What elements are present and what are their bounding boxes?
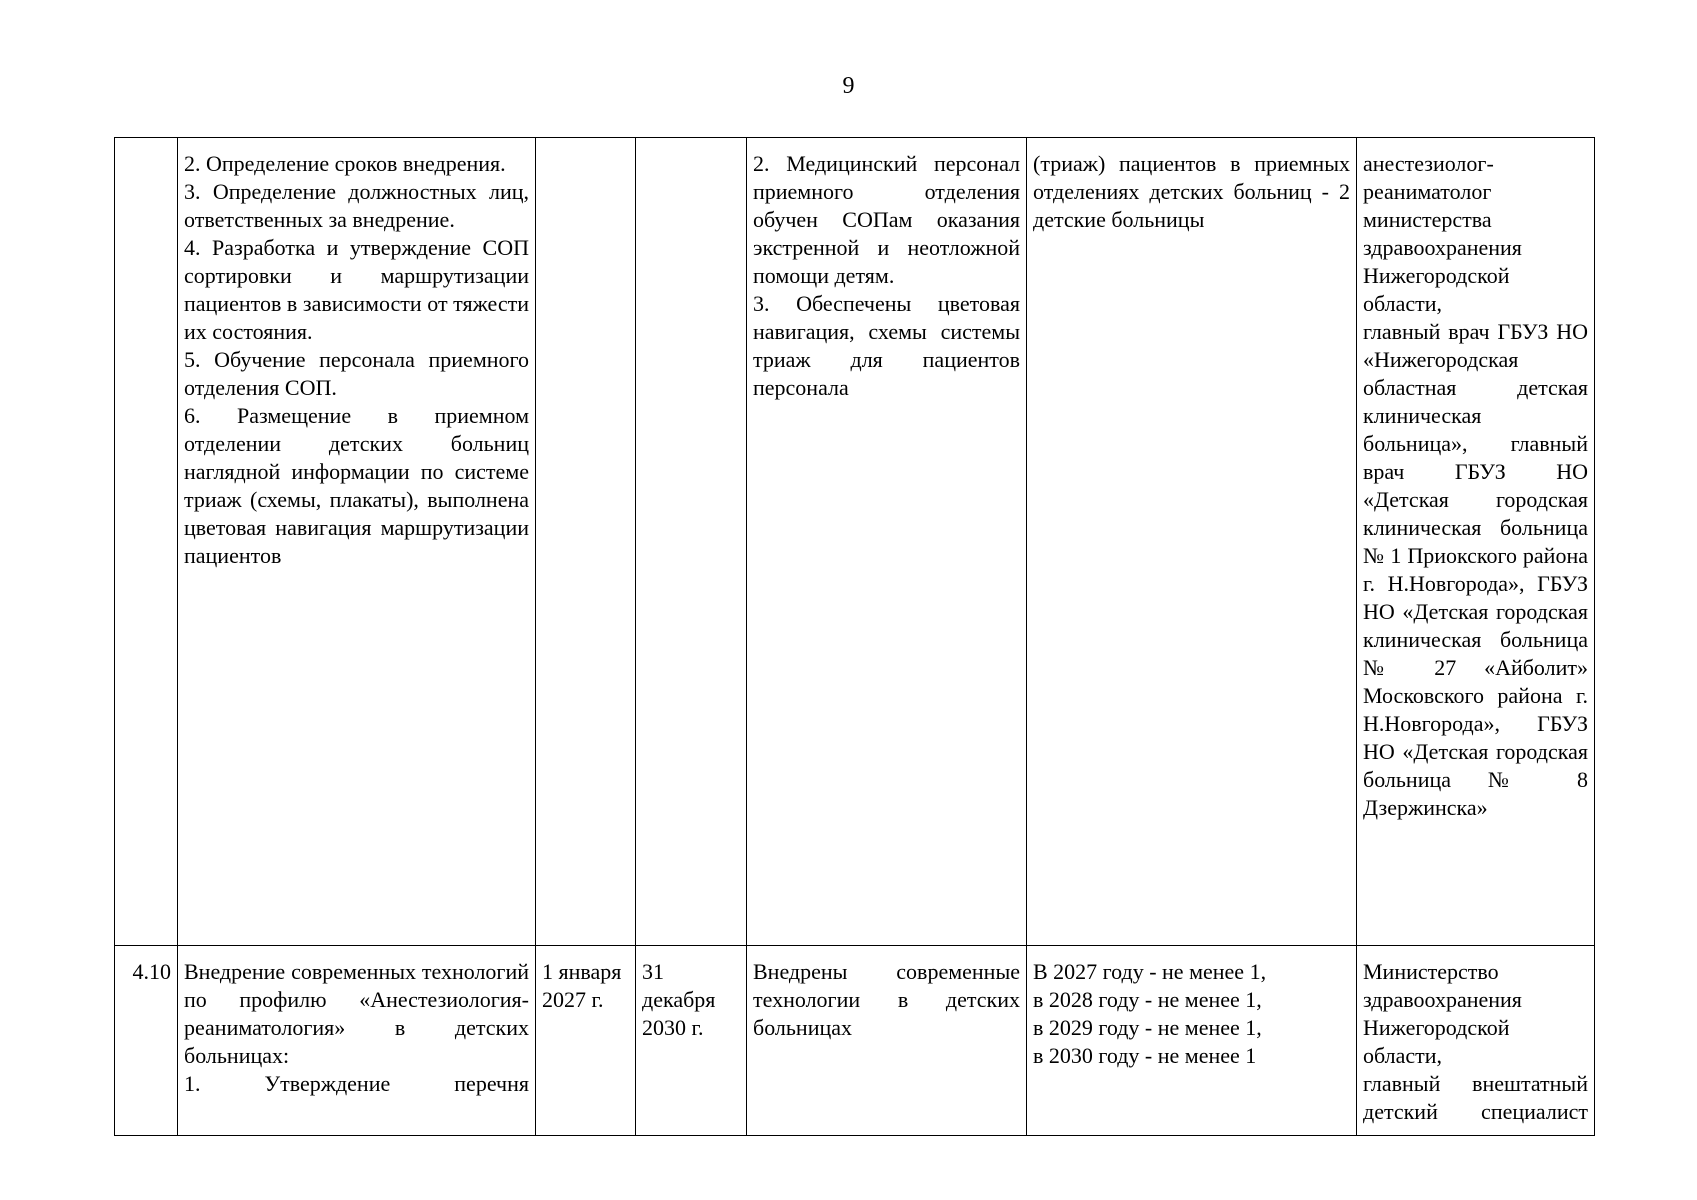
result-cell <box>747 138 1027 946</box>
activity-item: Внедрение современных технологий по профилю «Анестезиология-реаниматология» в детских больницах: <box>184 959 529 1068</box>
activity-item: 2. Определение сроков внедрения. <box>184 151 506 176</box>
indicator-item: В 2027 году - не менее 1, <box>1033 959 1267 984</box>
activity-item: 4. Разработка и утверждение СОП сортировки и маршрутизации пациентов в зависимости от тяжести их состояния. <box>184 235 529 344</box>
result-cell <box>747 946 1027 1136</box>
end-date-cell <box>636 946 747 1136</box>
activity-cell <box>178 946 536 1136</box>
start-date-cell <box>536 138 636 946</box>
indicator-item: (триаж) пациентов в приемных отделениях детских больниц - 2 детские больницы <box>1033 151 1350 232</box>
indicator-cell <box>1027 946 1357 1136</box>
result-item: 2. Медицинский персонал приемного отделения обучен СОПам оказания экстренной и неотложной помощи детям. <box>753 151 1020 288</box>
responsible-cell <box>1357 138 1595 946</box>
plan-table <box>114 137 1595 1136</box>
responsible-item: Министерство здравоохранения Нижегородской области, <box>1363 959 1522 1068</box>
indicator-item: в 2030 году - не менее 1 <box>1033 1043 1257 1068</box>
result-item: Внедрены современные технологии в детских больницах <box>753 959 1020 1040</box>
responsible-item: главный внештатный детский специалист <box>1363 1071 1588 1124</box>
responsible-cell <box>1357 946 1595 1136</box>
indicator-item: в 2029 году - не менее 1, <box>1033 1015 1262 1040</box>
page-number: 9 <box>842 73 855 99</box>
row-number-cell <box>115 946 178 1136</box>
result-item: 3. Обеспечены цветовая навигация, схемы системы триаж для пациентов персонала <box>753 291 1020 400</box>
start-date: 1 января 2027 г. <box>542 959 622 1012</box>
indicator-cell <box>1027 138 1357 946</box>
activity-item: 6. Размещение в приемном отделении детских больниц наглядной информации по системе триаж (схемы, плакаты), выполнена цветовая навигация маршрутизации пациентов <box>184 403 529 568</box>
row-number: 4.10 <box>132 959 171 984</box>
indicator-item: в 2028 году - не менее 1, <box>1033 987 1262 1012</box>
row-number-cell <box>115 138 178 946</box>
end-date: 31 декабря 2030 г. <box>642 959 716 1040</box>
responsible-item: главный врач ГБУЗ НО «Нижегородская областная детская клиническая больница», главный врач ГБУЗ НО «Детская городская клиническая больница № 1 Приокского района г. Н.Новгорода», ГБУЗ НО «Детская городская клиническая больница № 27 «Айболит» Московского района г. Н.Новгорода», ГБУЗ НО «Детская городская больница № 8 Дзержинска» <box>1363 319 1588 820</box>
table-row <box>115 946 1595 1136</box>
activity-cell <box>178 138 536 946</box>
end-date-cell <box>636 138 747 946</box>
responsible-item: анестезиолог-реаниматолог министерства здравоохранения Нижегородской области, <box>1363 151 1522 316</box>
activity-item: 1. Утверждение перечня <box>184 1071 529 1096</box>
table-row <box>115 138 1595 946</box>
start-date-cell <box>536 946 636 1136</box>
activity-item: 3. Определение должностных лиц, ответственных за внедрение. <box>184 179 529 232</box>
activity-item: 5. Обучение персонала приемного отделения СОП. <box>184 347 529 400</box>
